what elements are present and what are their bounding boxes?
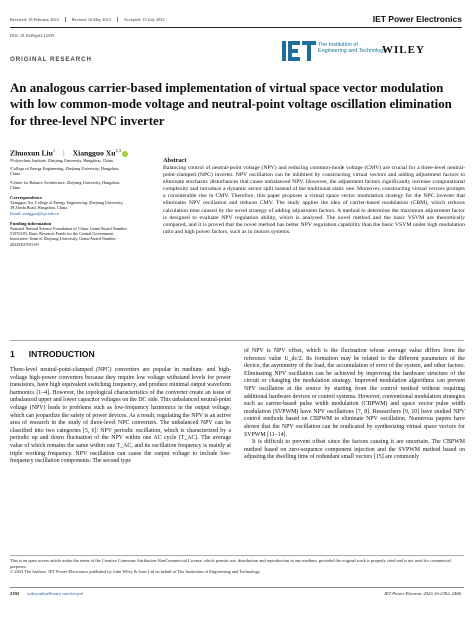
section-divider bbox=[10, 340, 464, 341]
footer-citation: IET Power Electron. 2023;16:2392–2406. bbox=[384, 591, 462, 596]
license-block bbox=[10, 558, 465, 575]
iet-logo-icon bbox=[282, 38, 316, 64]
divider bbox=[117, 17, 118, 22]
iet-line-1: The Institution of bbox=[318, 42, 358, 48]
received-date: Received: 18 February 2023 bbox=[10, 17, 59, 22]
intro-paragraph-2: of NPV is NPV offset, which is the fluctuation whose average value differs from the reference value U_dc/2. Its formation may be related to the different parameters of the device, the asymmetry of the load, the accumulation of error of the system, and other factors. Eliminating NPV oscillation can be achieved by improving the hardware structure of the circuit or changing the modulation strategy. Improved modulation algorithms can prevent NPV oscillation at the source by starting from the control method without requiring additional hardware devices or control systems. However, conventional modulation strategies such as carrier-based pulse width modulation (CBPWM) and space vector pulse width modulation (SVPWM) have NPV oscillations [7, 8]. Researchers [9, 10] have studied NPV control methods based on CBPWM to eliminate NPV oscillation. Numerous papers have shown that the NPV oscillation can be eradicated by synthesizing virtual space vectors for SVPWM [11–14]. bbox=[244, 348, 465, 438]
doi[interactable]: DOI: 10.1049/pel2.12559 bbox=[10, 33, 55, 38]
affiliation-1: ¹Polytechnic Institute, Zhejiang University, Hangzhou, China bbox=[10, 158, 113, 163]
abstract-text: Balancing control of neutral-point voltage (NPV) and reducing common-mode voltage (CMV) are crucial for a three-level neutral-point-clamped (NPC) inverter. NPV oscillation can be inhibited by constructing virtual vectors and adding adjustment factors to eliminate stochastic disturbances that cause unbalanced NPV. However, the adjustment factors significantly increase computational complexity and introduce a dynamic sector split instead of the traditional static one. Moreover, constructing virtual vectors prompts a considerable rise in CMV. Therefore, this paper proposes a virtual space vector modulation strategy for the NPC inverter that eliminates NPV oscillation and reduces CMV. The study applies the idea of carrier-based modulation (CBM), which reduces calculation time caused by the novel strategy of adding adjustment factors. A method to determine the maximum adjustment factor is designed to evaluate NPV regulation ability, which is analysed. The novel method and the basic VSVM are theoretically compared, and it is proved that the novel method has better NPV regulation capability than the basic VSVM under high modulation ratio and high power factors, such as in motors systems. bbox=[163, 165, 465, 235]
correspondence-email[interactable]: Email: xiangguo@zju.edu.cn bbox=[10, 210, 59, 216]
copyright-text: © 2023 The Authors. IET Power Electronics published by John Wiley & Sons Ltd on behalf of The Institution of Engineering and Technology. bbox=[10, 569, 261, 575]
abstract-heading: Abstract bbox=[163, 157, 187, 164]
article-title: An analogous carrier-based implementation of virtual space vector modulation with low common-mode voltage and neutral-point voltage oscillation elimination for three-level NPC inverter bbox=[10, 81, 452, 128]
iet-name bbox=[318, 42, 386, 55]
funding-label: Funding information bbox=[10, 220, 52, 226]
header-rule bbox=[10, 27, 462, 28]
license-divider bbox=[10, 555, 464, 556]
intro-heading bbox=[10, 349, 95, 359]
section-label: ORIGINAL RESEARCH bbox=[10, 56, 92, 63]
article-dates bbox=[10, 17, 165, 22]
footer-left bbox=[10, 591, 83, 596]
author-separator: | bbox=[63, 148, 65, 158]
intro-title: INTRODUCTION bbox=[28, 349, 95, 359]
author-list bbox=[10, 148, 128, 158]
accepted-date: Accepted: 15 July 2023 bbox=[123, 17, 165, 22]
page-number: 2392 bbox=[10, 591, 20, 596]
wiley-logo: WILEY bbox=[382, 44, 425, 56]
intro-column-2 bbox=[244, 348, 465, 462]
intro-column-1 bbox=[10, 367, 231, 466]
footer-rule bbox=[10, 587, 464, 588]
iet-line-2: Engineering and Technology bbox=[318, 48, 386, 55]
journal-name: IET Power Electronics bbox=[372, 14, 462, 24]
correspondence-label: Correspondence bbox=[10, 195, 43, 201]
funding-text: National Natural Science Foundation of China, Grant/Award Number: 51976183; Basic Research Funds for the Central Government Innovative Team of Zhejiang University, Grant/Award Number: 2022FZZX01-09 bbox=[10, 226, 128, 247]
affiliation-3: ³Center for Balance Architecture, Zhejiang University, Hangzhou, China bbox=[10, 179, 121, 190]
orcid-icon[interactable] bbox=[122, 151, 128, 157]
intro-paragraph-1: Three-level neutral-point-clamped (NPC) converters are popular in medium- and high-voltage high-power converters because they require low voltage withstand levels for power transistors, have high equivalent switching frequency, and produce minimal output waveform harmonics [1–4]. However, the topological characteristics of the converter create an issue of unbalanced upper and lower capacitor voltages on the DC side. This unbalanced neutral-point voltage (NPV) leads to problems such as low-frequency harmonics in the output voltage, which can jeopardize the safety of power devices. As a result, regulating the NPV is an active area of research in the study of three-level NPC converters. The unbalanced NPV can be classified into two categories [5, 6]: NPV periodic oscillation, which is characterized by a periodic up and down fluctuation of the NPV within one AC cycle (T_AC). The average value of which remains the same within one T_AC, and its oscillation frequency is mainly at triple working frequency. NPV oscillation can cause the output voltage to include low-frequency oscillation components. The second type bbox=[10, 367, 231, 465]
affiliations bbox=[10, 158, 128, 247]
divider bbox=[65, 17, 66, 22]
correspondence-text: Xiangguo Xu, College of Energy Engineering, Zhejiang University, 38 Zheda Road, Hangzhou, China. bbox=[10, 200, 124, 211]
author-1[interactable]: Zhuoxun Liu$^1$ bbox=[10, 148, 56, 158]
license-text: This is an open access article under the terms of the Creative Commons Attribution-NonCommercial License, which permits use, distribution and reproduction in any medium, provided the original work is properly cited and is not used for commercial purposes. bbox=[10, 558, 451, 569]
intro-paragraph-3: It is difficult to prevent offset since the factors causing it are uncertain. The CBPWM method based on zero-sequence component injection and the SVPWM method based on adjusting the dwelling time of redundant small vectors [15] are commonly bbox=[244, 439, 465, 461]
author-2[interactable]: Xiangguo Xu$^{2,3}$ bbox=[73, 148, 128, 158]
affiliation-2: ²College of Energy Engineering, Zhejiang University, Hangzhou, China bbox=[10, 166, 120, 177]
journal-url[interactable]: wileyonlinelibrary.com/iet-pel bbox=[27, 591, 83, 596]
intro-number: 1 bbox=[10, 349, 15, 359]
revised-date: Revised: 16 May 2023 bbox=[71, 17, 111, 22]
